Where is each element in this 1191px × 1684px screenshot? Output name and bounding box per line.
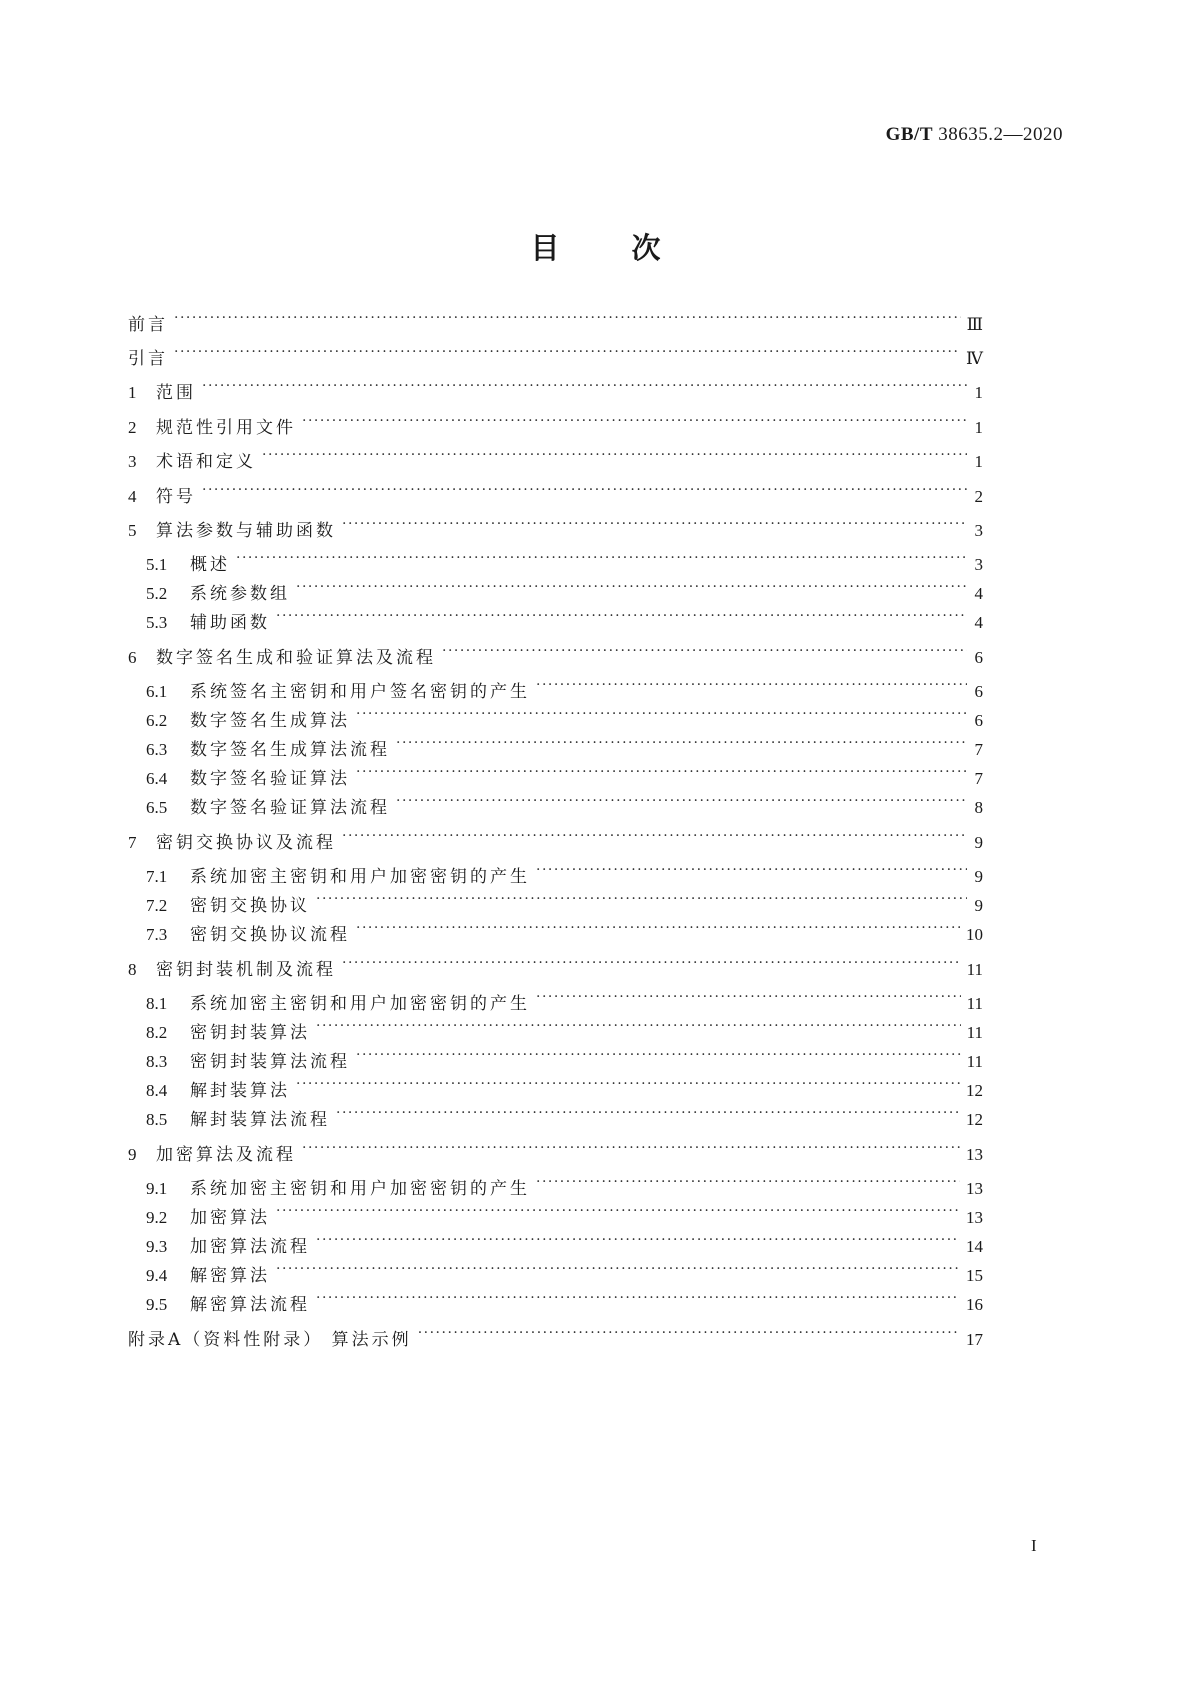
- toc-entry-number: 7.2: [146, 896, 168, 915]
- toc-entry[interactable]: [146, 1170, 983, 1199]
- toc-entry-label: 解密算法: [190, 1266, 270, 1286]
- toc-leader-dots: [316, 1286, 960, 1310]
- toc-entry-page: 11: [966, 1023, 983, 1042]
- toc-entry-label: 术语和定义: [156, 452, 256, 472]
- toc-leader-dots: [342, 512, 967, 536]
- toc-entry-label: 数字签名验证算法流程: [190, 798, 390, 818]
- toc-entry-page: 3: [974, 555, 983, 574]
- toc-entry[interactable]: [146, 1043, 983, 1072]
- toc-leader-dots: [276, 604, 967, 628]
- toc-entry-label: 解封装算法: [190, 1081, 290, 1101]
- toc-entry[interactable]: [128, 340, 983, 369]
- toc-entry-page: 3: [974, 521, 983, 540]
- toc-entry[interactable]: [128, 1321, 983, 1350]
- toc-entry-number: 1: [128, 383, 137, 402]
- toc-entry-page: 9: [974, 833, 983, 852]
- toc-entry-label: 概述: [190, 555, 230, 575]
- toc-leader-dots: [356, 1043, 961, 1067]
- toc-entry-number: 9.2: [146, 1208, 168, 1227]
- toc-leader-dots: [296, 575, 967, 599]
- toc-leader-dots: [202, 478, 967, 502]
- toc-entry-page: 8: [974, 798, 983, 817]
- toc-entry[interactable]: [146, 731, 983, 760]
- toc-leader-dots: [302, 1136, 960, 1160]
- toc-entry[interactable]: [146, 1257, 983, 1286]
- toc-entry-page: 11: [966, 1052, 983, 1071]
- toc-entry[interactable]: [128, 824, 983, 853]
- toc-leader-dots: [276, 1257, 960, 1281]
- toc-leader-dots: [336, 1101, 960, 1125]
- page-title: 目次: [530, 231, 733, 265]
- toc-entry-page: 12: [966, 1110, 983, 1129]
- toc-entry-number: 3: [128, 452, 137, 471]
- toc-entry-page: 4: [974, 584, 983, 603]
- toc-entry-label: 系统加密主密钥和用户加密密钥的产生: [190, 994, 530, 1014]
- toc-entry[interactable]: [146, 1101, 983, 1130]
- toc-entry-label: 系统加密主密钥和用户加密密钥的产生: [190, 1179, 530, 1199]
- toc-entry-label: 规范性引用文件: [156, 418, 296, 438]
- toc-leader-dots: [396, 731, 967, 755]
- toc-entry[interactable]: [146, 575, 983, 604]
- toc-leader-dots: [302, 409, 967, 433]
- toc-leader-dots: [418, 1321, 960, 1345]
- toc-entry-page: 12: [966, 1081, 983, 1100]
- toc-entry-page: 9: [974, 867, 983, 886]
- page-number: I: [1031, 1536, 1037, 1555]
- toc-entry-page: 7: [974, 740, 983, 759]
- toc-entry-number: 9.3: [146, 1237, 168, 1256]
- toc-entry-page: 13: [966, 1208, 983, 1227]
- toc-entry-number: 8.1: [146, 994, 168, 1013]
- toc-entry-label: 数字签名生成算法: [190, 711, 350, 731]
- toc-entry[interactable]: [128, 951, 983, 980]
- toc-entry-label: 解封装算法流程: [190, 1110, 330, 1130]
- toc-entry-label: 系统加密主密钥和用户加密密钥的产生: [190, 867, 530, 887]
- toc-entry[interactable]: [128, 478, 983, 507]
- toc-entry-label: 系统签名主密钥和用户签名密钥的产生: [190, 682, 530, 702]
- toc-entry-label: 密钥交换协议: [190, 896, 310, 916]
- toc-entry[interactable]: [128, 1136, 983, 1165]
- toc-leader-dots: [356, 702, 967, 726]
- toc-leader-dots: [356, 760, 967, 784]
- toc-leader-dots: [276, 1199, 960, 1223]
- toc-entry-number: 7.3: [146, 925, 168, 944]
- toc-entry[interactable]: [128, 409, 983, 438]
- toc-leader-dots: [396, 789, 967, 813]
- toc-entry-number: 6.3: [146, 740, 168, 759]
- toc-entry[interactable]: [146, 985, 983, 1014]
- toc-entry-label: 范围: [156, 383, 196, 403]
- toc-entry-number: 8.2: [146, 1023, 168, 1042]
- toc-leader-dots: [342, 824, 967, 848]
- toc-entry[interactable]: [146, 1199, 983, 1228]
- toc-entry-label: 数字签名生成和验证算法及流程: [156, 648, 436, 668]
- toc-leader-dots: [174, 340, 960, 364]
- toc-entry-page: 13: [966, 1179, 983, 1198]
- toc-entry-number: 5.2: [146, 584, 168, 603]
- toc-leader-dots: [536, 673, 967, 697]
- toc-entry-page: 4: [974, 613, 983, 632]
- toc-entry-page: 10: [966, 925, 983, 944]
- toc-entry-page: 17: [966, 1330, 983, 1349]
- toc-leader-dots: [316, 887, 967, 911]
- toc-entry-number: 9.4: [146, 1266, 168, 1285]
- toc-entry-number: 7: [128, 833, 137, 852]
- toc-entry-page: 9: [974, 896, 983, 915]
- toc-entry-number: 6: [128, 648, 137, 667]
- toc-entry-label: 辅助函数: [190, 613, 270, 633]
- toc-entry-number: 9.1: [146, 1179, 168, 1198]
- toc-entry-number: 8: [128, 960, 137, 979]
- toc-entry-page: 11: [966, 960, 983, 979]
- toc-entry[interactable]: [146, 789, 983, 818]
- toc-entry[interactable]: [146, 887, 983, 916]
- toc-leader-dots: [536, 1170, 960, 1194]
- toc-entry-number: 8.5: [146, 1110, 168, 1129]
- toc-leader-dots: [202, 374, 967, 398]
- standard-code: [886, 124, 1063, 146]
- toc-entry-number: 5.3: [146, 613, 168, 632]
- toc-entry-page: 1: [974, 418, 983, 437]
- toc-entry[interactable]: [128, 512, 983, 541]
- toc-entry-number: 4: [128, 487, 137, 506]
- toc-entry-number: 9: [128, 1145, 137, 1164]
- toc-entry-number: 6.1: [146, 682, 168, 701]
- toc-entry-number: 5: [128, 521, 137, 540]
- toc-entry-label: 符号: [156, 487, 196, 507]
- toc-entry-number: 6.4: [146, 769, 168, 788]
- toc-entry-number: 8.4: [146, 1081, 168, 1100]
- toc-entry[interactable]: [146, 1286, 983, 1315]
- toc-entry-page: 11: [966, 994, 983, 1013]
- toc-entry[interactable]: [146, 604, 983, 633]
- toc-entry[interactable]: [128, 639, 983, 668]
- toc-entry-label: 前言: [128, 315, 168, 335]
- toc-entry-label: 密钥封装算法流程: [190, 1052, 350, 1072]
- toc-leader-dots: [174, 306, 961, 330]
- toc-entry-number: 6.2: [146, 711, 168, 730]
- toc-entry[interactable]: [146, 1014, 983, 1043]
- toc-leader-dots: [356, 916, 960, 940]
- toc-entry-label: 解密算法流程: [190, 1295, 310, 1315]
- toc-entry-label: 系统参数组: [190, 584, 290, 604]
- toc-entry-page: Ⅲ: [966, 315, 983, 334]
- standard-code-prefix: GB/T: [885, 124, 933, 145]
- toc-entry[interactable]: [146, 673, 983, 702]
- standard-code-number: 38635.2—2020: [938, 124, 1063, 145]
- toc-entry[interactable]: [146, 760, 983, 789]
- toc-entry-label: 密钥交换协议流程: [190, 925, 350, 945]
- toc-leader-dots: [316, 1014, 961, 1038]
- toc-entry-label: 数字签名验证算法: [190, 769, 350, 789]
- toc-leader-dots: [262, 443, 967, 467]
- toc-entry-page: 14: [966, 1237, 983, 1256]
- toc-entry[interactable]: [128, 443, 983, 472]
- toc-leader-dots: [316, 1228, 960, 1252]
- toc-leader-dots: [536, 858, 967, 882]
- toc-entry-number: 9.5: [146, 1295, 168, 1314]
- toc-entry[interactable]: [146, 546, 983, 575]
- toc-entry-label: 算法参数与辅助函数: [156, 521, 336, 541]
- toc-entry-page: 7: [974, 769, 983, 788]
- toc-entry-page: 1: [974, 452, 983, 471]
- toc-entry-page: 6: [974, 711, 983, 730]
- toc-entry[interactable]: [146, 916, 983, 945]
- toc-entry-number: 6.5: [146, 798, 168, 817]
- toc-entry[interactable]: [128, 374, 983, 403]
- toc-entry-label: 数字签名生成算法流程: [190, 740, 390, 760]
- toc-entry-page: Ⅳ: [966, 349, 983, 368]
- toc-entry-number: 8.3: [146, 1052, 168, 1071]
- toc-entry-page: 13: [966, 1145, 983, 1164]
- toc-entry-label: 引言: [128, 349, 168, 369]
- toc-entry[interactable]: [146, 702, 983, 731]
- toc-entry-number: 7.1: [146, 867, 168, 886]
- toc-leader-dots: [296, 1072, 960, 1096]
- toc-entry-label: 密钥交换协议及流程: [156, 833, 336, 853]
- toc-entry-label: 加密算法: [190, 1208, 270, 1228]
- toc-entry-label: 附录A（资料性附录） 算法示例: [128, 1330, 412, 1350]
- toc-entry-page: 6: [974, 648, 983, 667]
- toc-entry-label: 密钥封装机制及流程: [156, 960, 336, 980]
- toc-entry-number: 5.1: [146, 555, 168, 574]
- toc-entry-page: 15: [966, 1266, 983, 1285]
- toc-entry-page: 1: [974, 383, 983, 402]
- toc-leader-dots: [236, 546, 967, 570]
- toc-entry[interactable]: [146, 858, 983, 887]
- toc-entry-page: 6: [974, 682, 983, 701]
- toc-entry[interactable]: [146, 1072, 983, 1101]
- toc-entry[interactable]: [128, 306, 983, 335]
- toc-leader-dots: [442, 639, 967, 663]
- toc-entry-label: 加密算法及流程: [156, 1145, 296, 1165]
- toc-entry-number: 2: [128, 418, 137, 437]
- toc-entry-page: 16: [966, 1295, 983, 1314]
- toc-entry[interactable]: [146, 1228, 983, 1257]
- toc-leader-dots: [342, 951, 961, 975]
- toc-entry-label: 加密算法流程: [190, 1237, 310, 1257]
- toc-entry-page: 2: [974, 487, 983, 506]
- toc-leader-dots: [536, 985, 961, 1009]
- toc-entry-label: 密钥封装算法: [190, 1023, 310, 1043]
